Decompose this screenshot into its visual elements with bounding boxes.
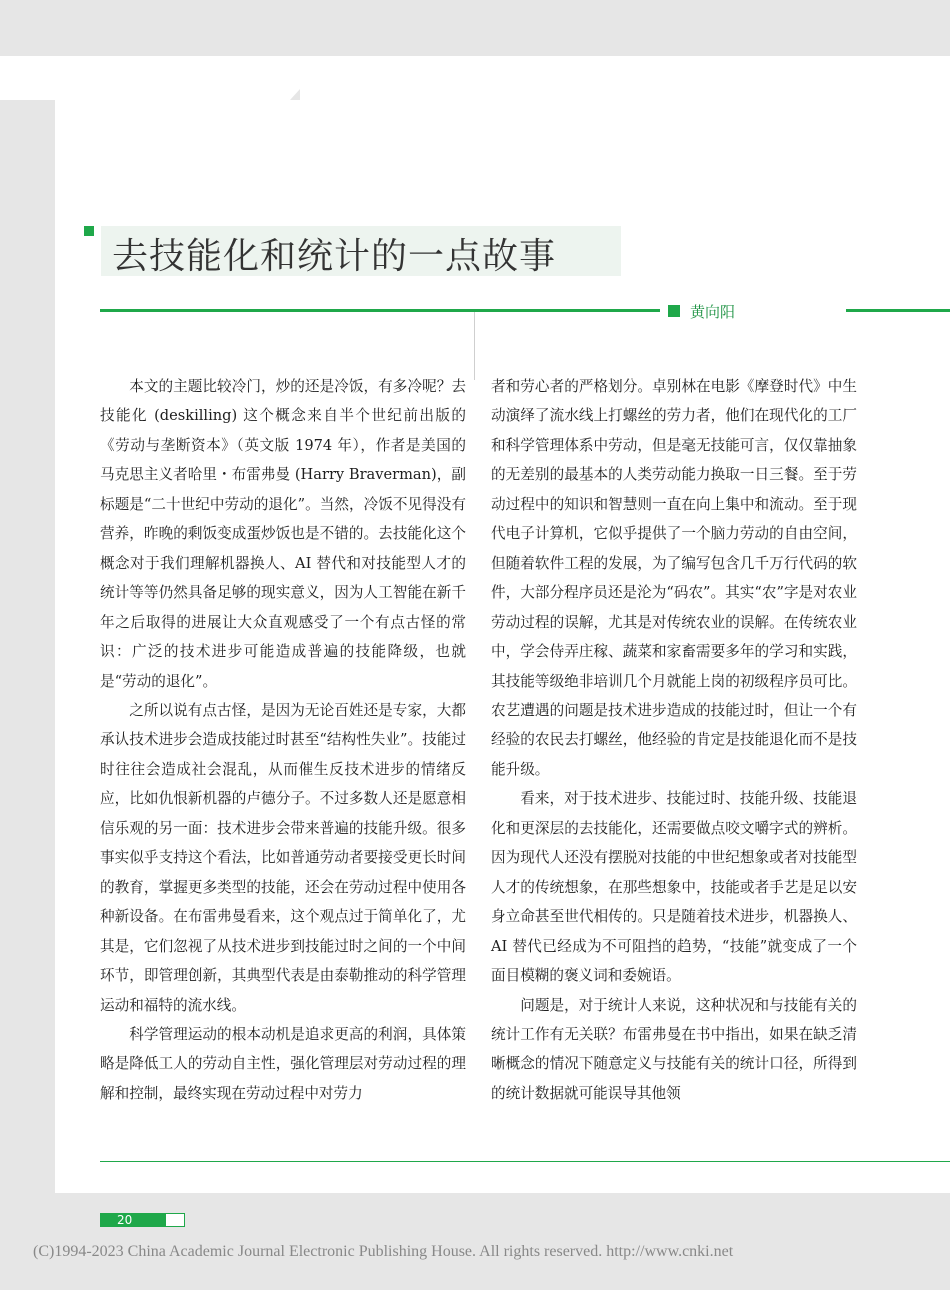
column-divider (474, 312, 475, 380)
article-author: 黄向阳 (690, 303, 736, 321)
title-marker (84, 226, 94, 236)
page-number: 20 (100, 1213, 165, 1227)
header-tab (0, 56, 340, 100)
article-title: 去技能化和统计的一点故事 (112, 236, 557, 277)
paragraph: 问题是，对于统计人来说，这种状况和与技能有关的统计工作有无关联？布雷弗曼在书中指出，如果在缺乏清晰概念的情况下随意定义与技能有关的统计口径，所得到的统计数据就可能误导其他领 (491, 996, 857, 1102)
title-rule-left (100, 309, 660, 312)
header-band (300, 56, 950, 100)
author-marker (668, 305, 680, 317)
bottom-rule (100, 1161, 950, 1162)
paragraph: 者和劳心者的严格划分。卓别林在电影《摩登时代》中生动演绎了流水线上打螺丝的劳力者，他们在现代化的工厂和科学管理体系中劳动，但是毫无技能可言，仅仅靠抽象的无差别的最基本的人类劳动能力换取一日三餐。至于劳动过程中的知识和智慧则一直在向上集中和流动。至于现代电子计算机，它似乎提供了一个脑力劳动的自由空间，但随着软件工程的发展，为了编写包含几千万行代码的软件，大部分程序员还是沦为“码农”。其实“农”字是对农业劳动过程的误解，尤其是对传统农业的误解。在传统农业中，学会侍弄庄稼、蔬菜和家畜需要多年的学习和实践，其技能等级绝非培训几个月就能上岗的初级程序员可比。农艺遭遇的问题是技术进步造成的技能过时，但让一个有经验的农民去打螺丝，他经验的肯定是技能退化而不是技能升级。 (491, 378, 857, 778)
paragraph: 本文的主题比较冷门，炒的还是冷饭，有多冷呢？去技能化 (deskilling) 这个概念来自半个世纪前出版的《劳动与垄断资本》（英文版 1974 年），作者是美国的马克思主义者哈里・布雷弗曼 (Harry Braverman)，副标题是“二十世纪中劳动的退化”。当然，冷饭不见得没有营养，昨晚的剩饭变成蛋炒饭也是不错的。去技能化这个概念对于我们理解机器换人、AI 替代和对技能型人才的统计等等仍然具备足够的现实意义，因为人工智能在新千年之后取得的进展让大众直观感受了一个有点古怪的常识：广泛的技术进步可能造成普遍的技能降级，也就是“劳动的退化”。 (100, 378, 466, 690)
title-rule-right (846, 309, 950, 312)
page-number-box (165, 1213, 185, 1227)
body-column-right (491, 372, 857, 1108)
body-column-left (100, 372, 466, 1108)
paragraph: 之所以说有点古怪，是因为无论百姓还是专家，大都承认技术进步会造成技能过时甚至“结构性失业”。技能过时往往会造成社会混乱，从而催生反技术进步的情绪反应，比如仇恨新机器的卢德分子。不过多数人还是愿意相信乐观的另一面：技术进步会带来普遍的技能升级。很多事实似乎支持这个看法，比如普通劳动者要接受更长时间的教育，掌握更多类型的技能，还会在劳动过程中使用各种新设备。在布雷弗曼看来，这个观点过于简单化了，尤其是，它们忽视了从技术进步到技能过时之间的一个中间环节，即管理创新，其典型代表是由泰勒推动的科学管理运动和福特的流水线。 (100, 701, 466, 1014)
paragraph: 看来，对于技术进步、技能过时、技能升级、技能退化和更深层的去技能化，还需要做点咬文嚼字式的辨析。因为现代人还没有摆脱对技能的中世纪想象或者对技能型人才的传统想象，在那些想象中，技能或者手艺是足以安身立命甚至世代相传的。只是随着技术进步，机器换人、AI 替代已经成为不可阻挡的趋势，“技能”就变成了一个面目模糊的褒义词和委婉语。 (491, 790, 857, 985)
paragraph: 科学管理运动的根本动机是追求更高的利润，具体策略是降低工人的劳动自主性，强化管理层对劳动过程的理解和控制，最终实现在劳动过程中对劳力 (100, 1025, 466, 1102)
copyright-footer: (C)1994-2023 China Academic Journal Electronic Publishing House. All rights reserved. http://www.cnki.net (33, 1243, 734, 1260)
